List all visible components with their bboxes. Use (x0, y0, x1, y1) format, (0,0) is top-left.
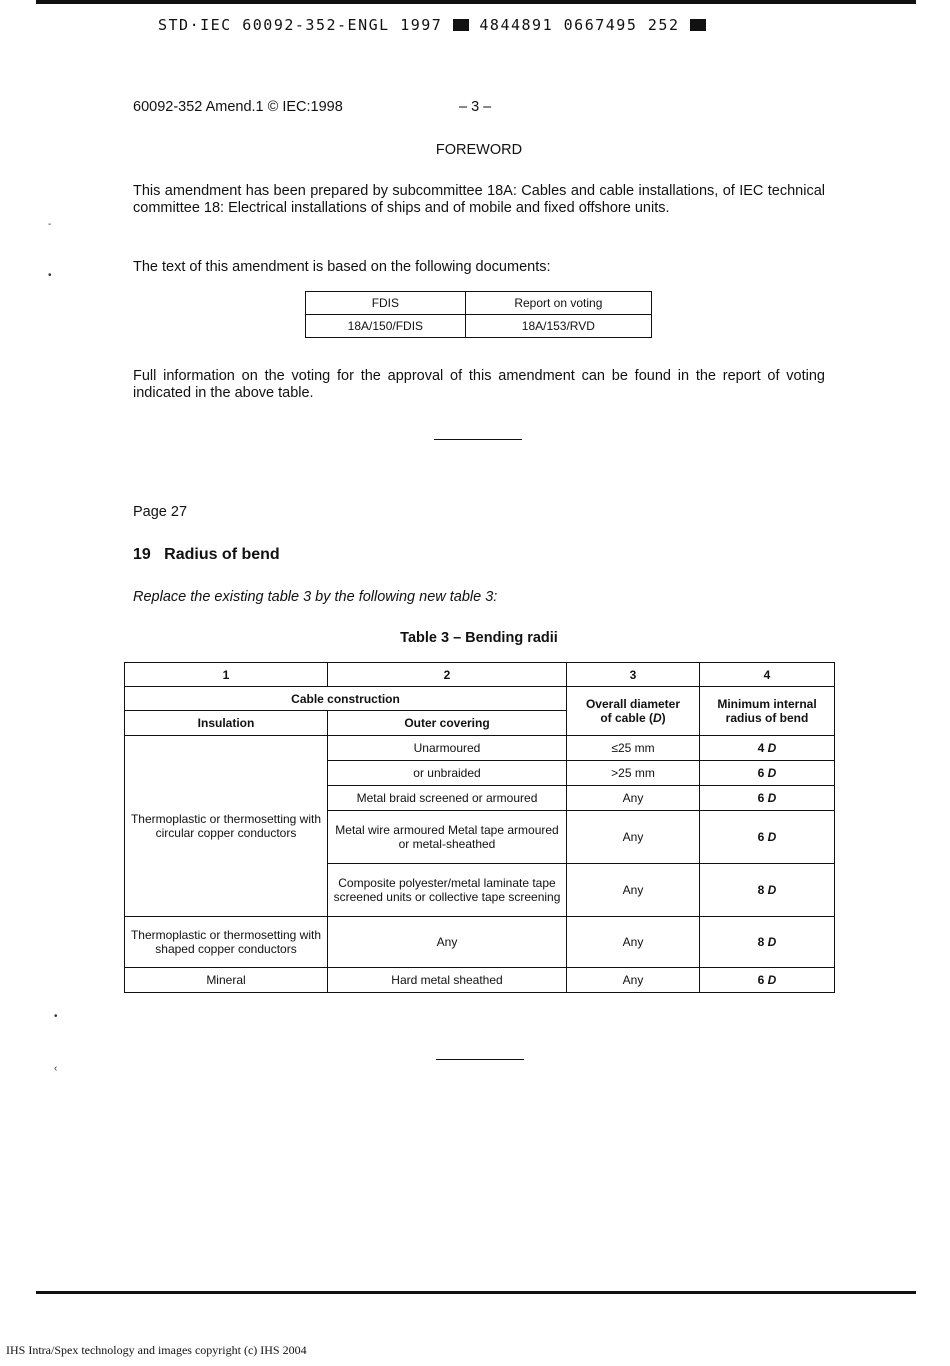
documents-table (305, 291, 652, 338)
redaction-block (690, 19, 706, 31)
radius-cell: 6 D (700, 786, 835, 811)
radius-cell: 4 D (700, 736, 835, 761)
diameter-cell: Any (567, 864, 700, 917)
instruction-text: Replace the existing table 3 by the following new table 3: (133, 589, 498, 605)
section-number: 19 (133, 546, 151, 563)
bending-radii-table (124, 662, 835, 993)
insulation-cell: Thermoplastic or thermosetting with shaped copper conductors (125, 917, 328, 968)
insulation-header: Insulation (125, 711, 328, 736)
doc-id: 60092-352 Amend.1 © IEC:1998 (133, 99, 343, 115)
foreword-title: FOREWORD (435, 142, 523, 158)
documents-header-report: Report on voting (465, 292, 651, 315)
divider (434, 439, 522, 440)
outer-covering-cell: Metal braid screened or armoured (328, 786, 567, 811)
section-title: Radius of bend (164, 546, 280, 563)
redaction-block (453, 19, 469, 31)
foreword-paragraph-1: This amendment has been prepared by subcommittee 18A: Cables and cable installations, of IEC technical committee 18: Electrical installations of ships and of mobile and fixed offshore units. (133, 183, 825, 216)
minimum-radius-header: Minimum internal radius of bend (700, 687, 835, 736)
divider (436, 1059, 524, 1060)
overall-diameter-header: Overall diameter of cable (D) (567, 687, 700, 736)
insulation-cell: Mineral (125, 968, 328, 993)
outer-covering-cell: Any (328, 917, 567, 968)
cable-construction-header: Cable construction (125, 687, 567, 711)
scan-mark: ‹ (54, 1063, 58, 1074)
stamp-left: STD·IEC 60092-352-ENGL 1997 (158, 16, 443, 34)
outer-covering-cell: or unbraided (328, 761, 567, 786)
copyright-notice: IHS Intra/Spex technology and images copyright (c) IHS 2004 (6, 1343, 307, 1357)
diameter-cell: >25 mm (567, 761, 700, 786)
col-number: 1 (125, 663, 328, 687)
diameter-cell: Any (567, 811, 700, 864)
outer-covering-cell: Unarmoured (328, 736, 567, 761)
outer-covering-header: Outer covering (328, 711, 567, 736)
insulation-cell: Thermoplastic or thermosetting with circular copper conductors (125, 736, 328, 917)
scan-mark: • (48, 270, 52, 281)
scan-mark: • (54, 1011, 58, 1022)
diameter-cell: ≤25 mm (567, 736, 700, 761)
table-caption: Table 3 – Bending radii (400, 630, 558, 646)
diameter-cell: Any (567, 968, 700, 993)
page-number: – 3 – (459, 99, 492, 115)
document-stamp (158, 16, 706, 34)
radius-cell: 6 D (700, 968, 835, 993)
col-number: 3 (567, 663, 700, 687)
radius-cell: 8 D (700, 917, 835, 968)
documents-fdis-value: 18A/150/FDIS (306, 315, 466, 338)
col-number: 4 (700, 663, 835, 687)
outer-covering-cell: Metal wire armoured Metal tape armoured or metal-sheathed (328, 811, 567, 864)
diameter-cell: Any (567, 917, 700, 968)
diameter-cell: Any (567, 786, 700, 811)
bottom-border (36, 1291, 916, 1294)
outer-covering-cell: Hard metal sheathed (328, 968, 567, 993)
foreword-paragraph-2: The text of this amendment is based on the following documents: (133, 259, 551, 275)
page-reference: Page 27 (133, 504, 188, 520)
top-border (36, 0, 916, 4)
col-number: 2 (328, 663, 567, 687)
stamp-middle: 4844891 0667495 252 (479, 16, 680, 34)
radius-cell: 8 D (700, 864, 835, 917)
foreword-paragraph-3: Full information on the voting for the approval of this amendment can be found in the report of voting indicated in the above table. (133, 368, 825, 401)
radius-cell: 6 D (700, 761, 835, 786)
documents-report-value: 18A/153/RVD (465, 315, 651, 338)
radius-cell: 6 D (700, 811, 835, 864)
scan-mark: - (48, 219, 52, 230)
section-heading (133, 546, 280, 564)
outer-covering-cell: Composite polyester/metal laminate tape screened units or collective tape screening (328, 864, 567, 917)
documents-header-fdis: FDIS (306, 292, 466, 315)
